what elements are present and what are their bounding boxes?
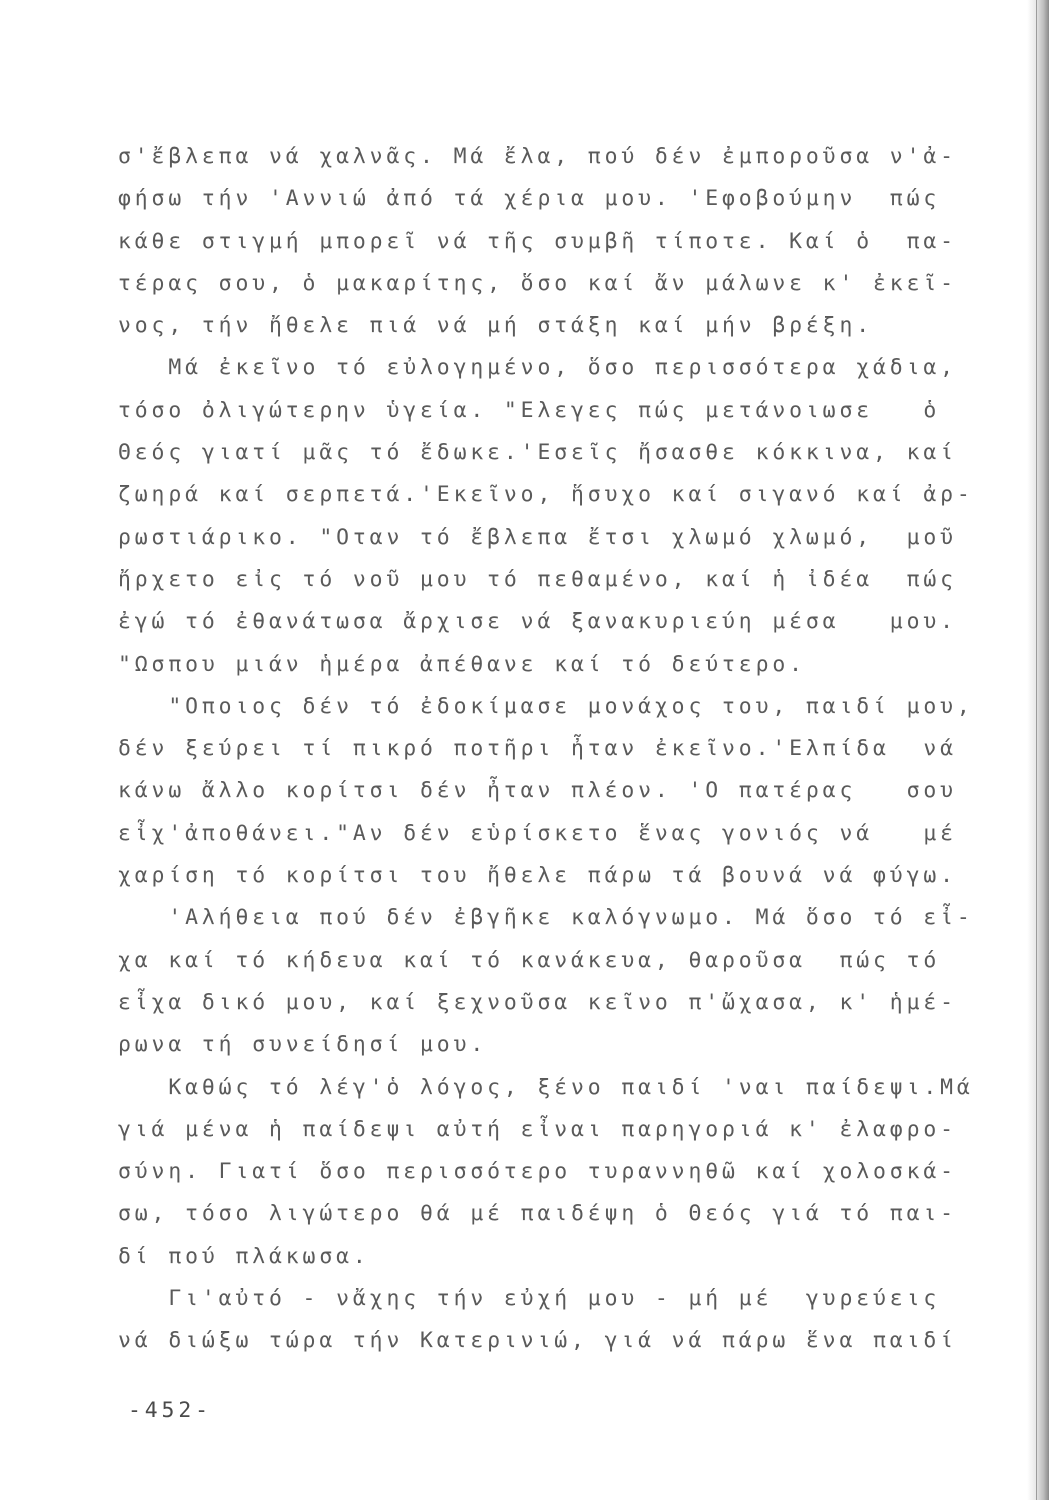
text-line: "Ωσπου μιάν ἡμέρα ἀπέθανε καί τό δεύτερο.: [118, 651, 806, 677]
body-text: [118, 136, 988, 1363]
text-line: κάθε στιγμή μπορεῖ νά τῆς συμβῆ τίποτε. Καί ὁ πα-: [118, 228, 957, 254]
text-line: ζωηρά καί σερπετά.'Εκεῖνο, ἥσυχο καί σιγανό καί ἀρ-: [118, 482, 974, 508]
text-line: Γι'αὐτό - νἄχης τήν εὐχή μου - μή μέ γυρεύεις: [118, 1286, 941, 1312]
text-line: γιά μένα ἡ παίδεψι αὐτή εἶναι παρηγοριά κ' ἐλαφρο-: [118, 1116, 957, 1142]
text-line: χα καί τό κήδευα καί τό κανάκευα, θαροῦσα πώς τό: [118, 947, 941, 973]
text-line: σ'ἔβλεπα νά χαλνᾶς. Μά ἔλα, πού δέν ἐμποροῦσα ν'ἀ-: [118, 144, 957, 169]
text-line: εἶχα δικό μου, καί ξεχνοῦσα κεῖνο π'ὤχασα, κ' ἡμέ-: [118, 989, 957, 1015]
text-line: νος, τήν ἤθελε πιά νά μή στάξη καί μήν βρέξη.: [118, 313, 874, 339]
text-line: Μά ἐκεῖνο τό εὐλογημένο, ὅσο περισσότερα χάδια,: [118, 355, 957, 381]
text-line: νά διώξω τώρα τήν Κατερινιώ, γιά νά πάρω ἕνα παιδί: [118, 1328, 957, 1354]
text-line: χαρίση τό κορίτσι του ἤθελε πάρω τά βουνά νά φύγω.: [118, 863, 957, 889]
text-line: σω, τόσο λιγώτερο θά μέ παιδέψη ὁ Θεός γιά τό παι-: [118, 1201, 957, 1227]
text-line: φήσω τήν 'Αννιώ ἀπό τά χέρια μου. 'Εφοβούμην πώς: [118, 186, 941, 212]
text-line: 'Αλήθεια πού δέν ἐβγῆκε καλόγνωμο. Μά ὅσο τό εἶ-: [118, 905, 974, 931]
text-line: ἤρχετο εἰς τό νοῦ μου τό πεθαμένο, καί ἡ ἰδέα πώς: [118, 566, 957, 592]
binding-line: [1036, 0, 1037, 1500]
text-line: τόσο ὀλιγώτερην ὑγεία. "Ελεγες πώς μετάνοιωσε ὁ: [118, 397, 941, 423]
text-line: τέρας σου, ὁ μακαρίτης, ὅσο καί ἄν μάλωνε κ' ἐκεῖ-: [118, 270, 957, 296]
text-line: "Οποιος δέν τό ἐδοκίμασε μονάχος του, παιδί μου,: [118, 693, 974, 719]
text-line: κάνω ἄλλο κορίτσι δέν ἦταν πλέον. 'Ο πατέρας σου: [118, 778, 957, 804]
text-line: δέν ξεύρει τί πικρό ποτῆρι ἦταν ἐκεῖνο.'Ελπίδα νά: [118, 736, 957, 762]
text-line: δί πού πλάκωσα.: [118, 1243, 370, 1269]
text-line: σύνη. Γιατί ὅσο περισσότερο τυραννηθῶ καί χολοσκά-: [118, 1159, 957, 1185]
binding-edge: [1027, 0, 1049, 1500]
text-line: ρωστιάρικο. "Οταν τό ἔβλεπα ἔτσι χλωμό χλωμό, μοῦ: [118, 524, 957, 550]
text-line: ἐγώ τό ἐθανάτωσα ἄρχισε νά ξανακυριεύη μέσα μου.: [118, 609, 957, 635]
text-line: Καθώς τό λέγ'ὁ λόγος, ξένο παιδί 'ναι παίδεψι.Μά: [118, 1074, 974, 1100]
text-line: Θεός γιατί μᾶς τό ἔδωκε.'Εσεῖς ἤσασθε κόκκινα, καί: [118, 440, 957, 466]
text-line: εἶχ'ἀποθάνει."Αν δέν εὑρίσκετο ἕνας γονιός νά μέ: [118, 820, 957, 846]
page-number: -452-: [128, 1398, 212, 1423]
text-line: ρωνα τή συνείδησί μου.: [118, 1032, 488, 1058]
